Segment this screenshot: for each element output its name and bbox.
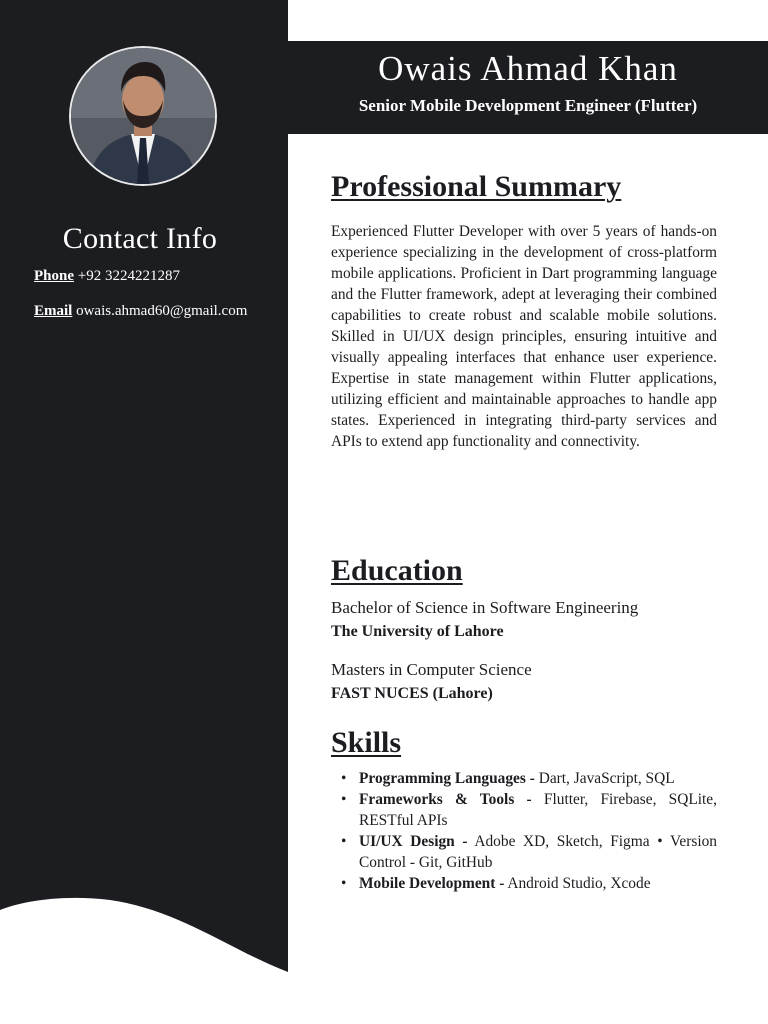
email-value[interactable]: owais.ahmad60@gmail.com: [76, 303, 248, 319]
sidebar: [0, 0, 288, 1024]
contact-email: [34, 303, 247, 320]
skills-heading: Skills: [331, 726, 402, 759]
skill-item: [331, 831, 717, 873]
phone-value[interactable]: +92 3224221287: [77, 268, 180, 284]
skill-value: Dart, JavaScript, SQL: [534, 770, 675, 787]
person-name: Owais Ahmad Khan: [378, 49, 678, 88]
skill-label: Frameworks & Tools -: [359, 791, 532, 808]
contact-phone: [34, 268, 180, 285]
contact-info-heading: Contact Info: [62, 222, 218, 255]
skill-item: [331, 873, 717, 894]
skill-item: [331, 789, 717, 831]
email-label: Email: [34, 303, 73, 319]
summary-heading: Professional Summary: [331, 170, 622, 203]
education-heading: Education: [331, 554, 463, 587]
skill-value: Flutter, Firebase, SQLite, RESTful APIs: [359, 791, 717, 829]
skills-list: [331, 768, 717, 894]
education-degree-2: Masters in Computer Science: [331, 660, 532, 679]
education-degree-1: Bachelor of Science in Software Engineering: [331, 598, 639, 617]
skill-item: [331, 768, 717, 789]
skill-label: UI/UX Design -: [359, 833, 468, 850]
skill-label: Programming Languages -: [359, 770, 535, 787]
skill-label: Mobile Development -: [359, 875, 505, 892]
skill-value: Android Studio, Xcode: [504, 875, 651, 892]
header-band: [288, 41, 768, 134]
job-title: Senior Mobile Development Engineer (Flutter): [358, 96, 698, 115]
skill-value: Adobe XD, Sketch, Figma • Version Control - Git, GitHub: [359, 833, 718, 871]
education-school-1: The University of Lahore: [331, 623, 504, 640]
education-school-2: FAST NUCES (Lahore): [331, 685, 493, 702]
summary-text: Experienced Flutter Developer with over 5 years of hands-on experience specializing in the development of cross-platform mobile applications. Proficient in Dart programming language and the Flutter framework, adept at leveraging their combined capabilities to create robust and scalable mobile solutions. Skilled in UI/UX design principles, ensuring intuitive and visually appealing interfaces that enhance user experience. Expertise in state management within Flutter applications, utilizing efficient and maintainable approaches to handle app states. Experienced in integrating third-party services and APIs to extend app functionality and connectivity.: [331, 223, 717, 450]
phone-label: Phone: [34, 268, 75, 284]
profile-photo: [69, 46, 217, 186]
